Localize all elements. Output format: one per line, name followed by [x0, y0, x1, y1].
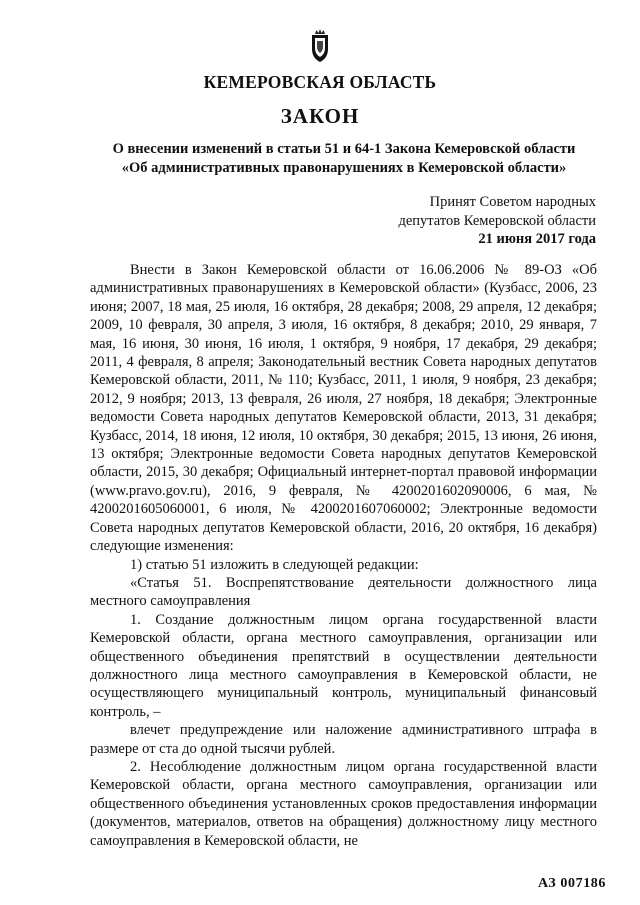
- item-1: 1) статью 51 изложить в следующей редакции:: [130, 556, 419, 573]
- article-51-penalty-1: влечет предупреждение или наложение административного штрафа в размере от ста до одной тысячи рублей.: [90, 722, 597, 757]
- article-51-title: «Статья 51. Воспрепятствование деятельности должностного лица местного самоуправления: [90, 574, 597, 610]
- document-type: ЗАКОН: [280, 104, 360, 128]
- adoption-line-1: Принят Советом народных: [429, 194, 596, 210]
- law-title-line-1: О внесении изменений в статьи 51 и 64-1 Закона Кемеровской области: [112, 141, 576, 157]
- adoption-date: 21 июня 2017 года: [478, 231, 596, 247]
- intro-paragraph: Внести в Закон Кемеровской области от 16.06.2006 № 89-ОЗ «Об административных правонарушениях в Кемеровской области» (Кузбасс, 2006, 23 июня; 2007, 18 мая, 25 июля, 16 октября, 28 декабря; 2008, 29 апреля, 12 декабря; 2009, 10 февраля, 30 апреля, 3 июля, 16 октября, 8 декабря; 2010, 29 января, 7 мая, 16 июня, 30 июня, 16 июля, 1 октября, 9 ноября, 17 декабря, 29 декабря; 2011, 4 февраля, 8 апреля; Законодательный вестник Совета народных депутатов Кемеровской области, 2011, № 110; Кузбасс, 2011, 1 июля, 9 ноября, 23 декабря; 2012, 9 ноября; 2013, 13 февраля, 26 июля, 27 ноября, 18 декабря; Электронные ведомости Совета народных депутатов Кемеровской области, 2013, 31 декабря; Кузбасс, 2014, 18 июня, 12 июля, 10 октября, 30 декабря; 2015, 13 июня, 26 июня, 13 октября; Электронные ведомости Совета народных депутатов Кемеровской области, 2015, 30 декабря; Официальный интернет-портал правовой информации (www.pravo.gov.ru), 2016, 9 февраля, № 4200201602090006, 6 мая, № 4200201605060001, 6 июля, № 4200201607060002; Электронные ведомости Совета народных депутатов Кемеровской области, 2016, 20 октября, 16 декабря) следующие изменения:: [90, 262, 597, 555]
- law-title: [90, 140, 598, 177]
- region-name: КЕМЕРОВСКАЯ ОБЛАСТЬ: [203, 72, 437, 92]
- law-body: [90, 261, 597, 850]
- article-51-part-2: 2. Несоблюдение должностным лицом органа государственной власти Кемеровской области, органа местного самоуправления, организации или общественного объединения установленных сроков предоставления информации (документов, материалов, ответов на обращения) должностному лицу местного самоуправления в Кемеровской области, не: [90, 758, 597, 849]
- article-51-part-1: 1. Создание должностным лицом органа государственной власти Кемеровской области, органа местного самоуправления, организации или общественного объединения препятствий в осуществлении деятельности должностного лица местного самоуправления в Кемеровской области, не осуществляющего муниципальный контроль, муниципальный финансовый контроль, –: [90, 611, 597, 720]
- adoption-block: [398, 193, 596, 249]
- serial-number: АЗ 007186: [537, 876, 606, 891]
- kemerovo-coat-of-arms-icon: [306, 28, 334, 64]
- law-title-line-2: «Об административных правонарушениях в Кемеровской области»: [121, 159, 567, 176]
- adoption-line-2: депутатов Кемеровской области: [398, 212, 596, 229]
